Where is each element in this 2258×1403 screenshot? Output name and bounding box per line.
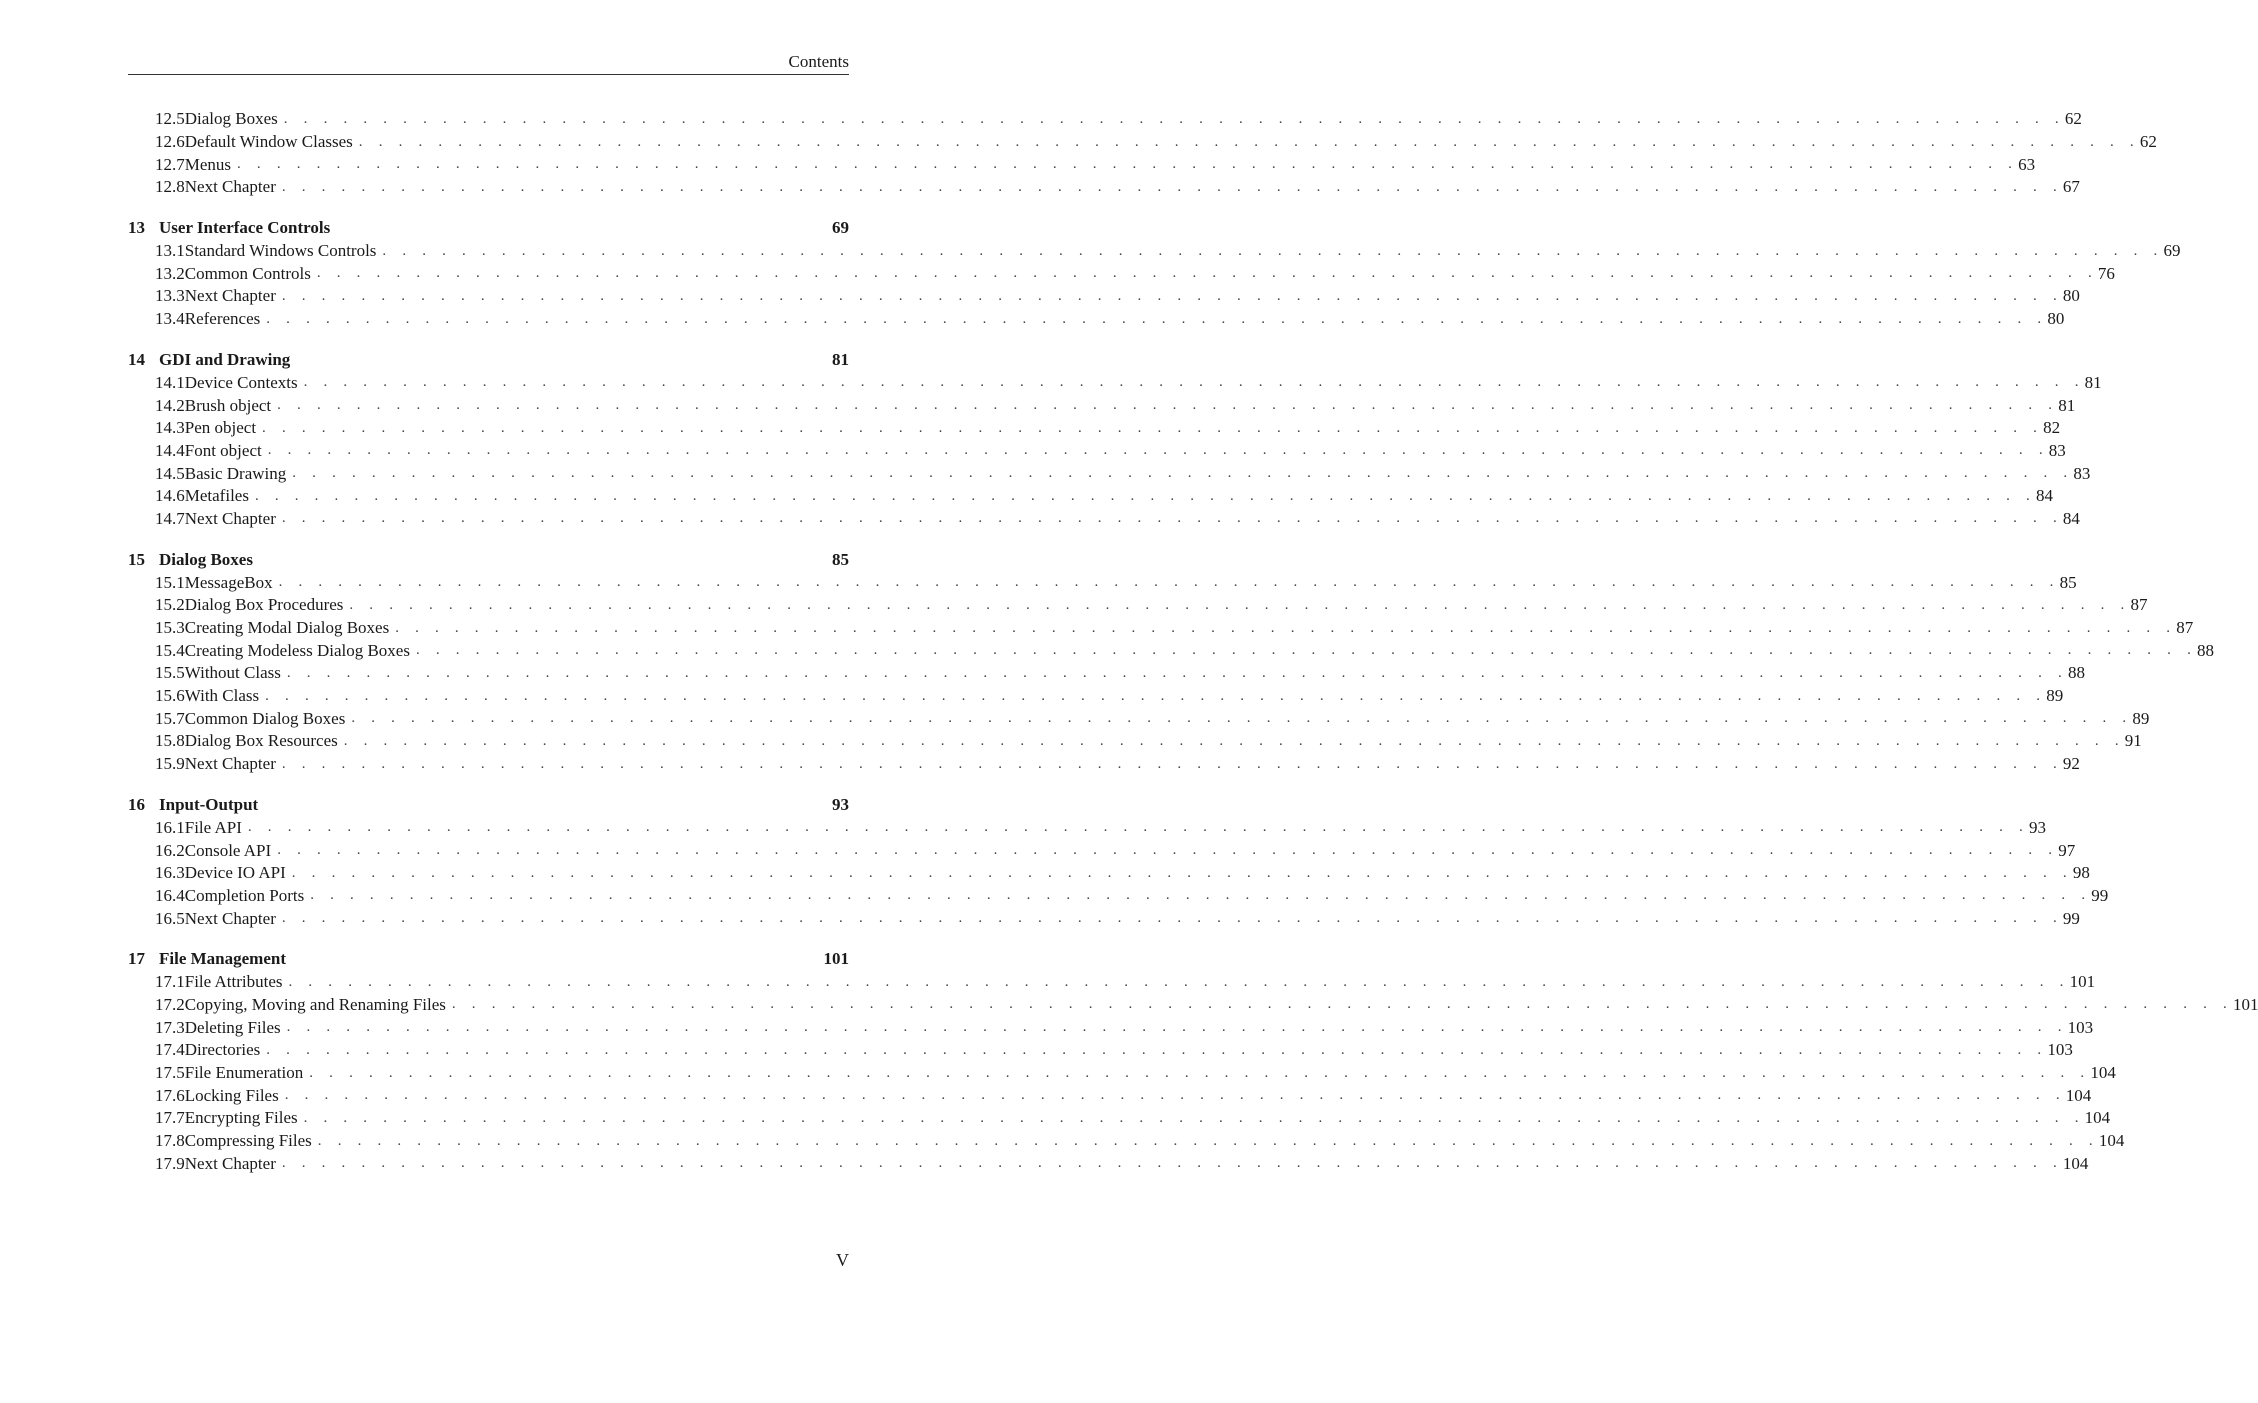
section-page: 104 [2098, 1131, 2125, 1151]
chapter-number: 17 [128, 949, 145, 969]
dot-leader: . . . . . . . . . . . . . . . . . . . . . . . . . . . . . . . . . . . . . . . . . . . . . . . . . . . . . . . . . . . . . . . . . . . . . . . . . . . . . . . . . . . . . . . . . . [358, 133, 2140, 150]
chapter-number: 13 [128, 218, 145, 238]
section-page: 76 [2097, 263, 2115, 283]
section-title: Font object [184, 440, 262, 460]
section-page: 104 [2090, 1063, 2116, 1083]
section-title: Standard Windows Controls [184, 241, 377, 261]
section-title: File Enumeration [184, 1063, 304, 1083]
toc-section [128, 794, 2109, 930]
section-page: 99 [2091, 885, 2109, 905]
chapter-page: 69 [832, 218, 849, 238]
section-page: 84 [2062, 508, 2080, 528]
chapter-title: GDI and Drawing [159, 350, 291, 369]
toc-entry[interactable] [128, 508, 2080, 531]
section-number: 17.5 [155, 1063, 185, 1083]
dot-leader: . . . . . . . . . . . . . . . . . . . . . . . . . . . . . . . . . . . . . . . . . . . . . . . . . . . . . . . . . . . . . . . . . . . . . . . . . . . . . . . . . . . . . . . . . . [451, 996, 2233, 1013]
dot-leader: . . . . . . . . . . . . . . . . . . . . . . . . . . . . . . . . . . . . . . . . . . . . . . . . . . . . . . . . . . . . . . . . . . . . . . . . . . . . . . . . . . . . . . . . . . [343, 732, 2125, 749]
dot-leader: . . . . . . . . . . . . . . . . . . . . . . . . . . . . . . . . . . . . . . . . . . . . . . . . . . . . . . . . . . . . . . . . . . . . . . . . . . . . . . . . . . . . . . . . . . [278, 574, 2060, 591]
dot-leader: . . . . . . . . . . . . . . . . . . . . . . . . . . . . . . . . . . . . . . . . . . . . . . . . . . . . . . . . . . . . . . . . . . . . . . . . . . . . . . . . . . . . . . . . . . [291, 864, 2073, 881]
section-title: Dialog Box Resources [184, 731, 338, 751]
chapter-heading[interactable] [128, 349, 849, 372]
section-page: 63 [2018, 154, 2036, 174]
section-page: 104 [2062, 1153, 2089, 1173]
toc-entry[interactable] [128, 1039, 2073, 1062]
section-number: 14.3 [155, 418, 185, 438]
running-header [128, 48, 849, 75]
section-title: Next Chapter [184, 1153, 276, 1173]
section-title: Menus [184, 154, 232, 174]
section-number: 15.9 [155, 754, 185, 774]
dot-leader: . . . . . . . . . . . . . . . . . . . . . . . . . . . . . . . . . . . . . . . . . . . . . . . . . . . . . . . . . . . . . . . . . . . . . . . . . . . . . . . . . . . . . . . . . . [281, 910, 2063, 927]
dot-leader: . . . . . . . . . . . . . . . . . . . . . . . . . . . . . . . . . . . . . . . . . . . . . . . . . . . . . . . . . . . . . . . . . . . . . . . . . . . . . . . . . . . . . . . . . . [310, 887, 2092, 904]
section-page: 97 [2058, 840, 2076, 860]
section-page: 87 [2130, 595, 2148, 615]
dot-leader: . . . . . . . . . . . . . . . . . . . . . . . . . . . . . . . . . . . . . . . . . . . . . . . . . . . . . . . . . . . . . . . . . . . . . . . . . . . . . . . . . . . . . . . . . . [286, 664, 2068, 681]
section-title: Metafiles [184, 486, 249, 506]
toc-section [128, 948, 2258, 1175]
section-number: 12.5 [155, 109, 185, 129]
toc-section [128, 217, 2181, 331]
toc-entry[interactable] [128, 817, 2046, 840]
toc-section [128, 349, 2102, 531]
section-number: 15.8 [155, 731, 185, 751]
section-title: Default Window Classes [184, 132, 353, 152]
dot-leader: . . . . . . . . . . . . . . . . . . . . . . . . . . . . . . . . . . . . . . . . . . . . . . . . . . . . . . . . . . . . . . . . . . . . . . . . . . . . . . . . . . . . . . . . . . [265, 687, 2047, 704]
toc-entry[interactable] [128, 907, 2080, 930]
section-title: Directories [184, 1040, 261, 1060]
section-title: File API [184, 817, 242, 837]
header-title: Contents [788, 52, 849, 71]
section-page: 85 [2059, 572, 2077, 592]
dot-leader: . . . . . . . . . . . . . . . . . . . . . . . . . . . . . . . . . . . . . . . . . . . . . . . . . . . . . . . . . . . . . . . . . . . . . . . . . . . . . . . . . . . . . . . . . . [286, 1019, 2068, 1036]
section-page: 103 [2067, 1017, 2094, 1037]
section-number: 13.2 [155, 263, 185, 283]
toc-entry[interactable] [128, 394, 2076, 417]
dot-leader: . . . . . . . . . . . . . . . . . . . . . . . . . . . . . . . . . . . . . . . . . . . . . . . . . . . . . . . . . . . . . . . . . . . . . . . . . . . . . . . . . . . . . . . . . . [247, 819, 2029, 836]
toc-entry[interactable] [128, 994, 2258, 1017]
toc-entry[interactable] [128, 839, 2076, 862]
chapter-page: 101 [823, 949, 849, 969]
section-number: 17.4 [155, 1040, 185, 1060]
section-number: 16.4 [155, 885, 185, 905]
dot-leader: . . . . . . . . . . . . . . . . . . . . . . . . . . . . . . . . . . . . . . . . . . . . . . . . . . . . . . . . . . . . . . . . . . . . . . . . . . . . . . . . . . . . . . . . . . [349, 596, 2131, 613]
section-page: 83 [2073, 463, 2091, 483]
toc-entry[interactable] [128, 707, 2150, 730]
dot-leader: . . . . . . . . . . . . . . . . . . . . . . . . . . . . . . . . . . . . . . . . . . . . . . . . . . . . . . . . . . . . . . . . . . . . . . . . . . . . . . . . . . . . . . . . . . [284, 1087, 2066, 1104]
toc-entry[interactable] [128, 617, 2194, 640]
section-number: 15.2 [155, 595, 185, 615]
toc-entry[interactable] [128, 462, 2091, 485]
section-page: 82 [2043, 418, 2061, 438]
section-title: Device IO API [184, 863, 286, 883]
section-title: Dialog Box Procedures [184, 595, 344, 615]
toc-entry[interactable] [128, 372, 2102, 395]
toc-entry[interactable] [128, 639, 2215, 662]
section-page: 99 [2062, 908, 2080, 928]
section-number: 14.6 [155, 486, 185, 506]
toc-entry[interactable] [128, 1130, 2125, 1153]
section-title: Completion Ports [184, 885, 305, 905]
chapter-number: 15 [128, 549, 145, 569]
chapter-title: Input-Output [159, 795, 259, 814]
toc-entry[interactable] [128, 730, 2142, 753]
dot-leader: . . . . . . . . . . . . . . . . . . . . . . . . . . . . . . . . . . . . . . . . . . . . . . . . . . . . . . . . . . . . . . . . . . . . . . . . . . . . . . . . . . . . . . . . . . [281, 1155, 2063, 1172]
section-number: 16.2 [155, 840, 185, 860]
dot-leader: . . . . . . . . . . . . . . . . . . . . . . . . . . . . . . . . . . . . . . . . . . . . . . . . . . . . . . . . . . . . . . . . . . . . . . . . . . . . . . . . . . . . . . . . . . [303, 1109, 2085, 1126]
dot-leader: . . . . . . . . . . . . . . . . . . . . . . . . . . . . . . . . . . . . . . . . . . . . . . . . . . . . . . . . . . . . . . . . . . . . . . . . . . . . . . . . . . . . . . . . . . [262, 419, 2044, 436]
section-number: 17.8 [155, 1131, 185, 1151]
dot-leader: . . . . . . . . . . . . . . . . . . . . . . . . . . . . . . . . . . . . . . . . . . . . . . . . . . . . . . . . . . . . . . . . . . . . . . . . . . . . . . . . . . . . . . . . . . [237, 156, 2019, 173]
section-page: 84 [2036, 486, 2054, 506]
dot-leader: . . . . . . . . . . . . . . . . . . . . . . . . . . . . . . . . . . . . . . . . . . . . . . . . . . . . . . . . . . . . . . . . . . . . . . . . . . . . . . . . . . . . . . . . . . [283, 110, 2065, 127]
toc-entry[interactable] [128, 1062, 2116, 1085]
section-title: Common Controls [184, 263, 311, 283]
dot-leader: . . . . . . . . . . . . . . . . . . . . . . . . . . . . . . . . . . . . . . . . . . . . . . . . . . . . . . . . . . . . . . . . . . . . . . . . . . . . . . . . . . . . . . . . . . [415, 642, 2198, 659]
section-page: 67 [2062, 177, 2080, 197]
table-of-contents [128, 108, 2258, 1175]
chapter-heading[interactable] [128, 794, 849, 817]
page-number: V [836, 1250, 849, 1270]
section-page: 104 [2084, 1108, 2111, 1128]
toc-entry[interactable] [128, 685, 2064, 708]
chapter-title: File Management [159, 949, 286, 969]
section-title: With Class [184, 686, 260, 706]
section-title: References [184, 309, 261, 329]
section-title: Pen object [184, 418, 257, 438]
section-number: 15.3 [155, 618, 185, 638]
chapter-page: 81 [832, 350, 849, 369]
section-page: 103 [2047, 1040, 2073, 1060]
chapter-number: 14 [128, 350, 145, 369]
section-page: 101 [2069, 972, 2096, 992]
toc-entry[interactable] [128, 662, 2085, 685]
section-page: 81 [2084, 372, 2102, 392]
section-page: 81 [2058, 395, 2076, 415]
section-page: 101 [2232, 994, 2258, 1014]
section-page: 80 [2047, 309, 2065, 329]
section-number: 17.7 [155, 1108, 185, 1128]
chapter-heading[interactable] [128, 948, 849, 971]
toc-section [128, 108, 2157, 199]
toc-entry[interactable] [128, 862, 2090, 885]
section-number: 13.1 [155, 241, 185, 261]
dot-leader: . . . . . . . . . . . . . . . . . . . . . . . . . . . . . . . . . . . . . . . . . . . . . . . . . . . . . . . . . . . . . . . . . . . . . . . . . . . . . . . . . . . . . . . . . . [395, 619, 2177, 636]
chapter-heading[interactable] [128, 217, 849, 240]
toc-entry[interactable] [128, 971, 2096, 994]
section-page: 62 [2064, 109, 2082, 129]
dot-leader: . . . . . . . . . . . . . . . . . . . . . . . . . . . . . . . . . . . . . . . . . . . . . . . . . . . . . . . . . . . . . . . . . . . . . . . . . . . . . . . . . . . . . . . . . . [277, 842, 2059, 859]
section-number: 15.1 [155, 572, 185, 592]
section-page: 104 [2065, 1085, 2092, 1105]
toc-entry[interactable] [128, 131, 2157, 154]
section-title: Next Chapter [184, 908, 276, 928]
dot-leader: . . . . . . . . . . . . . . . . . . . . . . . . . . . . . . . . . . . . . . . . . . . . . . . . . . . . . . . . . . . . . . . . . . . . . . . . . . . . . . . . . . . . . . . . . . [351, 710, 2133, 727]
section-number: 14.2 [155, 395, 185, 415]
section-number: 13.4 [155, 309, 185, 329]
section-number: 15.7 [155, 708, 185, 728]
section-page: 98 [2072, 863, 2090, 883]
toc-entry[interactable] [128, 594, 2148, 617]
toc-entry[interactable] [128, 753, 2080, 776]
section-number: 15.4 [155, 640, 185, 660]
section-number: 14.4 [155, 440, 185, 460]
section-number: 17.9 [155, 1153, 185, 1173]
section-title: Next Chapter [184, 286, 276, 306]
section-page: 91 [2124, 731, 2142, 751]
section-title: Creating Modal Dialog Boxes [184, 618, 390, 638]
dot-leader: . . . . . . . . . . . . . . . . . . . . . . . . . . . . . . . . . . . . . . . . . . . . . . . . . . . . . . . . . . . . . . . . . . . . . . . . . . . . . . . . . . . . . . . . . . [303, 374, 2085, 391]
toc-entry[interactable] [128, 1016, 2094, 1039]
dot-leader: . . . . . . . . . . . . . . . . . . . . . . . . . . . . . . . . . . . . . . . . . . . . . . . . . . . . . . . . . . . . . . . . . . . . . . . . . . . . . . . . . . . . . . . . . . [281, 755, 2063, 772]
toc-entry[interactable] [128, 885, 2109, 908]
toc-entry[interactable] [128, 153, 2036, 176]
section-title: Locking Files [184, 1085, 279, 1105]
section-number: 12.6 [155, 132, 185, 152]
section-number: 14.1 [155, 372, 185, 392]
section-number: 15.6 [155, 686, 185, 706]
dot-leader: . . . . . . . . . . . . . . . . . . . . . . . . . . . . . . . . . . . . . . . . . . . . . . . . . . . . . . . . . . . . . . . . . . . . . . . . . . . . . . . . . . . . . . . . . . [288, 973, 2070, 990]
toc-entry[interactable] [128, 417, 2061, 440]
section-title: Common Dialog Boxes [184, 708, 346, 728]
section-number: 12.7 [155, 154, 185, 174]
section-page: 69 [2163, 241, 2181, 261]
section-title: Dialog Boxes [184, 109, 278, 129]
dot-leader: . . . . . . . . . . . . . . . . . . . . . . . . . . . . . . . . . . . . . . . . . . . . . . . . . . . . . . . . . . . . . . . . . . . . . . . . . . . . . . . . . . . . . . . . . . [281, 510, 2063, 527]
toc-entry[interactable] [128, 1152, 2089, 1175]
section-title: Creating Modeless Dialog Boxes [184, 640, 410, 660]
dot-leader: . . . . . . . . . . . . . . . . . . . . . . . . . . . . . . . . . . . . . . . . . . . . . . . . . . . . . . . . . . . . . . . . . . . . . . . . . . . . . . . . . . . . . . . . . . [382, 242, 2164, 259]
section-title: Without Class [184, 663, 281, 683]
section-number: 17.1 [155, 972, 185, 992]
section-page: 80 [2062, 286, 2080, 306]
section-title: Basic Drawing [184, 463, 287, 483]
section-number: 17.2 [155, 994, 185, 1014]
section-title: Deleting Files [184, 1017, 281, 1037]
section-title: File Attributes [184, 972, 283, 992]
toc-entry[interactable] [128, 285, 2080, 308]
chapter-title: User Interface Controls [159, 218, 331, 238]
toc-entry[interactable] [128, 1084, 2092, 1107]
section-page: 89 [2046, 686, 2064, 706]
section-page: 87 [2176, 618, 2194, 638]
section-page: 88 [2197, 640, 2215, 660]
section-title: Console API [184, 840, 272, 860]
section-title: Brush object [184, 395, 272, 415]
section-number: 15.5 [155, 663, 185, 683]
dot-leader: . . . . . . . . . . . . . . . . . . . . . . . . . . . . . . . . . . . . . . . . . . . . . . . . . . . . . . . . . . . . . . . . . . . . . . . . . . . . . . . . . . . . . . . . . . [277, 397, 2059, 414]
section-number: 16.3 [155, 863, 185, 883]
section-number: 16.1 [155, 817, 185, 837]
section-number: 17.6 [155, 1085, 185, 1105]
toc-entry[interactable] [128, 176, 2080, 199]
toc-entry[interactable] [128, 262, 2115, 285]
section-title: MessageBox [184, 572, 273, 592]
section-page: 89 [2132, 708, 2150, 728]
section-number: 14.5 [155, 463, 185, 483]
section-title: Copying, Moving and Renaming Files [184, 994, 446, 1014]
section-title: Encrypting Files [184, 1108, 298, 1128]
chapter-number: 16 [128, 795, 145, 814]
dot-leader: . . . . . . . . . . . . . . . . . . . . . . . . . . . . . . . . . . . . . . . . . . . . . . . . . . . . . . . . . . . . . . . . . . . . . . . . . . . . . . . . . . . . . . . . . . [266, 310, 2048, 327]
toc-entry[interactable] [128, 440, 2066, 463]
toc-entry[interactable] [128, 1107, 2111, 1130]
section-number: 12.8 [155, 177, 185, 197]
section-title: Next Chapter [184, 508, 276, 528]
chapter-page: 93 [832, 795, 849, 814]
dot-leader: . . . . . . . . . . . . . . . . . . . . . . . . . . . . . . . . . . . . . . . . . . . . . . . . . . . . . . . . . . . . . . . . . . . . . . . . . . . . . . . . . . . . . . . . . . [309, 1064, 2091, 1081]
toc-entry[interactable] [128, 240, 2181, 263]
chapter-heading[interactable] [128, 548, 849, 571]
dot-leader: . . . . . . . . . . . . . . . . . . . . . . . . . . . . . . . . . . . . . . . . . . . . . . . . . . . . . . . . . . . . . . . . . . . . . . . . . . . . . . . . . . . . . . . . . . [267, 442, 2049, 459]
dot-leader: . . . . . . . . . . . . . . . . . . . . . . . . . . . . . . . . . . . . . . . . . . . . . . . . . . . . . . . . . . . . . . . . . . . . . . . . . . . . . . . . . . . . . . . . . . [254, 487, 2037, 504]
dot-leader: . . . . . . . . . . . . . . . . . . . . . . . . . . . . . . . . . . . . . . . . . . . . . . . . . . . . . . . . . . . . . . . . . . . . . . . . . . . . . . . . . . . . . . . . . . [266, 1041, 2048, 1058]
dot-leader: . . . . . . . . . . . . . . . . . . . . . . . . . . . . . . . . . . . . . . . . . . . . . . . . . . . . . . . . . . . . . . . . . . . . . . . . . . . . . . . . . . . . . . . . . . [281, 287, 2063, 304]
section-number: 16.5 [155, 908, 185, 928]
dot-leader: . . . . . . . . . . . . . . . . . . . . . . . . . . . . . . . . . . . . . . . . . . . . . . . . . . . . . . . . . . . . . . . . . . . . . . . . . . . . . . . . . . . . . . . . . . [281, 178, 2063, 195]
section-title: Compressing Files [184, 1131, 312, 1151]
section-title: Next Chapter [184, 177, 276, 197]
toc-section [128, 548, 2215, 775]
section-number: 14.7 [155, 508, 185, 528]
section-page: 83 [2048, 440, 2066, 460]
section-page: 92 [2062, 754, 2080, 774]
chapter-page: 85 [832, 549, 849, 569]
dot-leader: . . . . . . . . . . . . . . . . . . . . . . . . . . . . . . . . . . . . . . . . . . . . . . . . . . . . . . . . . . . . . . . . . . . . . . . . . . . . . . . . . . . . . . . . . . [317, 1132, 2099, 1149]
toc-entry[interactable] [128, 108, 2082, 131]
section-number: 17.3 [155, 1017, 185, 1037]
dot-leader: . . . . . . . . . . . . . . . . . . . . . . . . . . . . . . . . . . . . . . . . . . . . . . . . . . . . . . . . . . . . . . . . . . . . . . . . . . . . . . . . . . . . . . . . . . [292, 465, 2074, 482]
toc-entry[interactable] [128, 485, 2054, 508]
section-number: 13.3 [155, 286, 185, 306]
chapter-title: Dialog Boxes [159, 549, 253, 569]
section-page: 93 [2028, 817, 2046, 837]
toc-entry[interactable] [128, 571, 2077, 594]
section-title: Device Contexts [184, 372, 298, 392]
section-page: 62 [2139, 132, 2157, 152]
dot-leader: . . . . . . . . . . . . . . . . . . . . . . . . . . . . . . . . . . . . . . . . . . . . . . . . . . . . . . . . . . . . . . . . . . . . . . . . . . . . . . . . . . . . . . . . . . [316, 265, 2098, 282]
section-page: 88 [2067, 663, 2085, 683]
toc-entry[interactable] [128, 308, 2065, 331]
section-title: Next Chapter [184, 754, 276, 774]
